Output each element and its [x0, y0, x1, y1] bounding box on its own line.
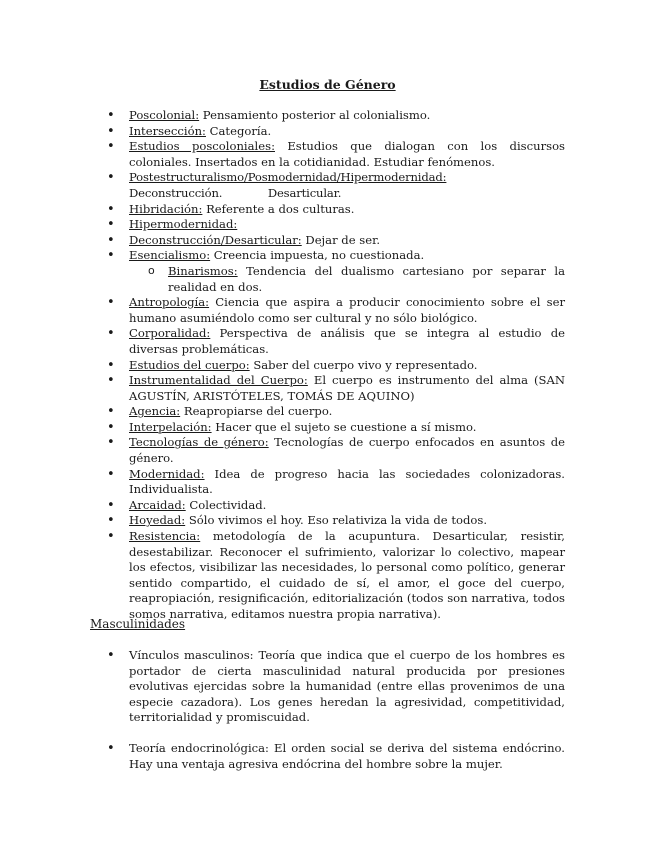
term: Hibridación:: [129, 201, 203, 216]
glossary-item: [129, 513, 565, 529]
glossary-item: [129, 467, 565, 498]
term: Instrumentalidad del Cuerpo:: [129, 373, 308, 388]
section-title: Masculinidades: [90, 617, 186, 631]
term: Resistencia:: [129, 529, 201, 544]
term: Deconstrucción/Desarticular:: [129, 232, 302, 247]
glossary-item: [129, 217, 565, 233]
definition: Idea de progreso hacia las sociedades colonizadoras. Individualista.: [129, 466, 565, 497]
glossary-item: [129, 108, 565, 124]
glossary-item: [129, 358, 565, 374]
sub-list: [129, 264, 565, 295]
definition: Perspectiva de análisis que se integra al estudio de diversas problemáticas.: [129, 326, 565, 356]
term: Intersección:: [129, 123, 206, 138]
definition: Ciencia que aspira a producir conocimiento sobre el ser humano asumiéndolo como ser cultural y no sólo biológico.: [129, 295, 565, 325]
term: Poscolonial:: [129, 108, 200, 122]
glossary-item: [129, 435, 565, 466]
term: Binarismos:: [168, 263, 238, 278]
definition: Saber del cuerpo vivo y representado.: [249, 357, 478, 372]
definition: Pensamiento posterior al colonialismo.: [199, 108, 431, 122]
glossary-item: [129, 498, 565, 514]
term: Hipermodernidad:: [129, 217, 238, 232]
term: Corporalidad:: [129, 326, 211, 341]
definition: El cuerpo es instrumento del alma (SAN AGUSTÍN, ARISTÓTELES, TOMÁS DE AQUINO): [129, 373, 566, 403]
definition: Categoría.: [205, 123, 272, 138]
definition: Tendencia del dualismo cartesiano por separar la realidad en dos.: [168, 263, 565, 294]
term: Postestructuralismo/Posmodernidad/Hipermodernidad:: [129, 170, 447, 185]
glossary-item: [129, 420, 565, 436]
definition: Dejar de ser.: [301, 232, 381, 247]
term: Modernidad:: [129, 466, 205, 481]
glossary-item: [129, 233, 565, 249]
term: Antropología:: [129, 295, 210, 310]
glossary-item: [129, 139, 565, 170]
glossary-item: [129, 529, 565, 623]
glossary-item: [129, 124, 565, 140]
glossary-item: [129, 202, 565, 218]
term: Estudios poscoloniales:: [129, 139, 275, 154]
definition: Reapropiarse del cuerpo.: [180, 404, 333, 419]
term: Estudios del cuerpo:: [129, 357, 250, 372]
term: Arcaidad:: [129, 497, 186, 512]
list-item: • Teoría endocrinológica: El orden social se deriva del sistema endócrino. Hay una ventaja agresiva endócrina del hombre sobre la mujer.: [129, 741, 565, 772]
definition: Creencia impuesta, no cuestionada.: [210, 248, 425, 263]
term: Tecnologías de género:: [129, 435, 269, 450]
masculinidades-list: [129, 648, 565, 787]
definition: Referente a dos culturas.: [202, 201, 355, 216]
sub-item: [168, 264, 565, 295]
glossary-list: [129, 108, 565, 623]
glossary-item: [129, 248, 565, 295]
glossary-item: [129, 170, 565, 201]
definition: Colectividad.: [185, 497, 267, 512]
definition: Hacer que el sujeto se cuestione a sí mismo.: [211, 419, 477, 434]
glossary-item: [129, 373, 565, 404]
glossary-item: [129, 326, 565, 357]
glossary-item: [129, 404, 565, 420]
definition: metodología de la acupuntura. Desarticular, resistir, desestabilizar. Reconocer el sufrimiento, valorizar lo colectivo, mapear los efectos, visibilizar las necesidades, lo personal como político, generar sentido compartido, el cuidado de sí, el amor, el goce del cuerpo, reapropiación, resignificación, editorialización (todos son narrativa, todos somos narrativa, editamos nuestra propia narrativa).: [129, 529, 565, 621]
definition: Tecnologías de cuerpo enfocados en asuntos de género.: [129, 435, 565, 466]
page-title: Estudios de Género: [259, 77, 396, 92]
term: Esencialismo:: [129, 248, 211, 263]
definition: Sólo vivimos el hoy. Eso relativiza la vida de todos.: [185, 513, 488, 528]
term: Hoyedad:: [129, 513, 186, 528]
glossary-item: [129, 295, 565, 326]
term: Interpelación:: [129, 419, 212, 434]
definition: Estudios que dialogan con los discursos coloniales. Insertados en la cotidianidad. Estudiar fenómenos.: [129, 139, 566, 169]
term: Agencia:: [129, 404, 181, 419]
list-item: • Vínculos masculinos: Teoría que indica que el cuerpo de los hombres es portador de cierta masculinidad natural producida por presiones evolutivas ejercidas sobre la humanidad (entre ellas provenimos de una especie cazadora). Los genes heredan la agresividad, competitividad, territorialidad y promiscuidad.: [129, 648, 565, 726]
definition: Deconstrucción. Desarticular.: [129, 185, 342, 200]
